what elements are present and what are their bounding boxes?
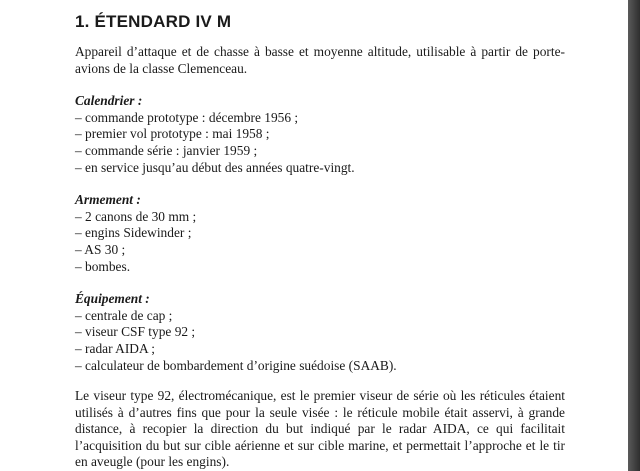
- page-edge-shadow: [628, 0, 640, 471]
- intro-paragraph: Appareil d’attaque et de chasse à basse et moyenne altitude, utilisable à partir de porte-avions de la classe Clemenceau.: [75, 44, 565, 76]
- list-item: – radar AIDA ;: [75, 340, 155, 356]
- list-item: – premier vol prototype : mai 1958 ;: [75, 126, 270, 142]
- calendar-section: [75, 93, 565, 176]
- list-item: – engins Sidewinder ;: [75, 225, 192, 241]
- calendar-list: [75, 110, 565, 176]
- calendar-heading: Calendrier :: [75, 93, 143, 109]
- closing-paragraph: Le viseur type 92, électromécanique, est le premier viseur de série où les réticules étaient utilisés à d’autres fins que pour la seule visée : le réticule mobile était asservi, à grande distance, à recopier la direction du but indiqué par le radar AIDA, ce qui facilitait l’acquisition du but sur cible aérienne et sur cible marine, et permettait l’approche et le tir en aveugle (pour les engins).: [75, 388, 565, 470]
- section-title: 1. ÉTENDARD IV M: [75, 12, 232, 31]
- list-item: – en service jusqu’au début des années quatre-vingt.: [75, 159, 355, 175]
- equipment-section: [75, 291, 565, 374]
- list-item: – AS 30 ;: [75, 241, 126, 257]
- list-item: – centrale de cap ;: [75, 307, 173, 323]
- equipment-list: [75, 308, 565, 374]
- list-item: – 2 canons de 30 mm ;: [75, 208, 197, 224]
- list-item: – bombes.: [75, 258, 131, 274]
- armament-list: [75, 209, 565, 275]
- list-item: – calculateur de bombardement d’origine suédoise (SAAB).: [75, 357, 397, 373]
- armament-heading: Armement :: [75, 192, 141, 208]
- equipment-heading: Équipement :: [75, 291, 150, 307]
- list-item: – commande série : janvier 1959 ;: [75, 142, 258, 158]
- armament-section: [75, 192, 565, 275]
- page-content: [75, 12, 565, 471]
- list-item: – commande prototype : décembre 1956 ;: [75, 109, 299, 125]
- list-item: – viseur CSF type 92 ;: [75, 324, 196, 340]
